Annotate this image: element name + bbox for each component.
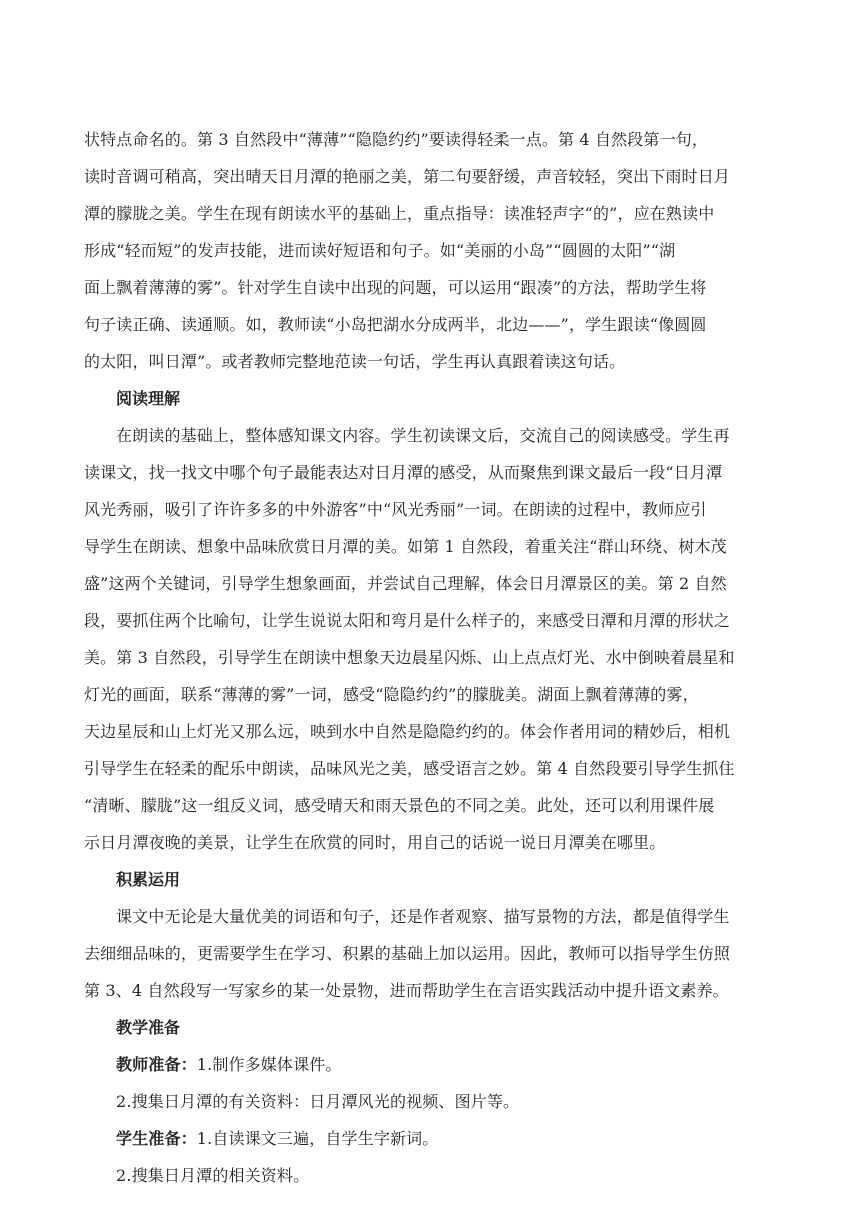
paragraph-line: 在朗读的基础上，整体感知课文内容。学生初读课文后，交流自己的阅读感受。学生再 (116, 426, 730, 445)
student-preparation-label: 学生准备： (116, 1129, 197, 1148)
teacher-preparation-item (84, 1046, 780, 1083)
paragraph-line: 引导学生在轻柔的配乐中朗读，品味风光之美，感受语言之妙。第 4 自然段要引导学生抓住 (84, 759, 735, 778)
preparation-list (84, 1046, 780, 1194)
pronunciation-paragraph (84, 121, 780, 380)
paragraph-line: 读课文，找一找文中哪个句子最能表达对日月潭的感受，从而聚焦到课文最后一段“日月潭 (84, 463, 723, 482)
application-paragraph (84, 898, 780, 1009)
paragraph-line: 课文中无论是大量优美的词语和句子，还是作者观察、描写景物的方法，都是值得学生 (116, 907, 730, 926)
paragraph-line: 状特点命名的。第 3 自然段中“薄薄”“隐隐约约”要读得轻柔一点。第 4 自然段第一句， (84, 130, 709, 149)
section-heading-application: 积累运用 (116, 870, 181, 889)
section-heading-reading: 阅读理解 (116, 389, 181, 408)
paragraph-line: 灯光的画面，联系“薄薄的雾”一词，感受“隐隐约约”的朦胧美。湖面上飘着薄薄的雾， (84, 685, 699, 704)
teacher-preparation-label: 教师准备： (116, 1055, 197, 1074)
paragraph-line: 读时音调可稍高，突出晴天日月潭的艳丽之美，第二句要舒缓，声音较轻，突出下雨时日月 (84, 167, 731, 186)
paragraph-line: 盛”这两个关键词，引导学生想象画面，并尝试自己理解，体会日月潭景区的美。第 2 自然 (84, 574, 727, 593)
paragraph-line: 段，要抓住两个比喻句，让学生说说太阳和弯月是什么样子的，来感受日潭和月潭的形状之 (84, 611, 731, 630)
student-preparation-item (84, 1120, 780, 1157)
paragraph-line: 的太阳，叫日潭”。或者教师完整地范读一句话，学生再认真跟着读这句话。 (84, 352, 626, 371)
paragraph-line: 天边星辰和山上灯光又那么远，映到水中自然是隐隐约约的。体会作者用词的精妙后，相机 (84, 722, 731, 741)
section-heading-preparation: 教学准备 (116, 1018, 181, 1037)
student-preparation-item: 2.搜集日月潭的相关资料。 (116, 1166, 310, 1185)
paragraph-line: 示日月潭夜晚的美景，让学生在欣赏的同时，用自己的话说一说日月潭美在哪里。 (84, 833, 666, 852)
paragraph-line: 美。第 3 自然段，引导学生在朗读中想象天边晨星闪烁、山上点点灯光、水中倒映着晨星和 (84, 648, 735, 667)
paragraph-line: 第 3、4 自然段写一写家乡的某一处景物，进而帮助学生在言语实践活动中提升语文素养。 (84, 981, 729, 1000)
paragraph-line: 句子读正确、读通顺。如，教师读“小岛把湖水分成两半，北边——”，学生跟读“像圆圆 (84, 315, 707, 334)
paragraph-line: 形成“轻而短”的发声技能，进而读好短语和句子。如“美丽的小岛”“圆圆的太阳”“湖 (84, 241, 676, 260)
paragraph-line: 导学生在朗读、想象中品味欣赏日月潭的美。如第 1 自然段，着重关注“群山环绕、树木茂 (84, 537, 727, 556)
reading-paragraph (84, 417, 780, 861)
student-preparation-text: 1.自读课文三遍，自学生字新词。 (196, 1129, 439, 1148)
paragraph-line: 风光秀丽，吸引了许许多多的中外游客”中“风光秀丽”一词。在朗读的过程中，教师应引 (84, 500, 707, 519)
teacher-preparation-item: 2.搜集日月潭的有关资料：日月潭风光的视频、图片等。 (116, 1092, 520, 1111)
paragraph-line: “清晰、朦胧”这一组反义词，感受晴天和雨天景色的不同之美。此处，还可以利用课件展 (84, 796, 715, 815)
teacher-preparation-text: 1.制作多媒体课件。 (196, 1055, 342, 1074)
paragraph-line: 去细细品味的，更需要学生在学习、积累的基础上加以运用。因此，教师可以指导学生仿照 (84, 944, 731, 963)
paragraph-line: 潭的朦胧之美。学生在现有朗读水平的基础上，重点指导：读准轻声字“的”，应在熟读中 (84, 204, 715, 223)
paragraph-line: 面上飘着薄薄的雾”。针对学生自读中出现的问题，可以运用“跟凑”的方法，帮助学生将 (84, 278, 707, 297)
document-body (84, 121, 780, 1194)
